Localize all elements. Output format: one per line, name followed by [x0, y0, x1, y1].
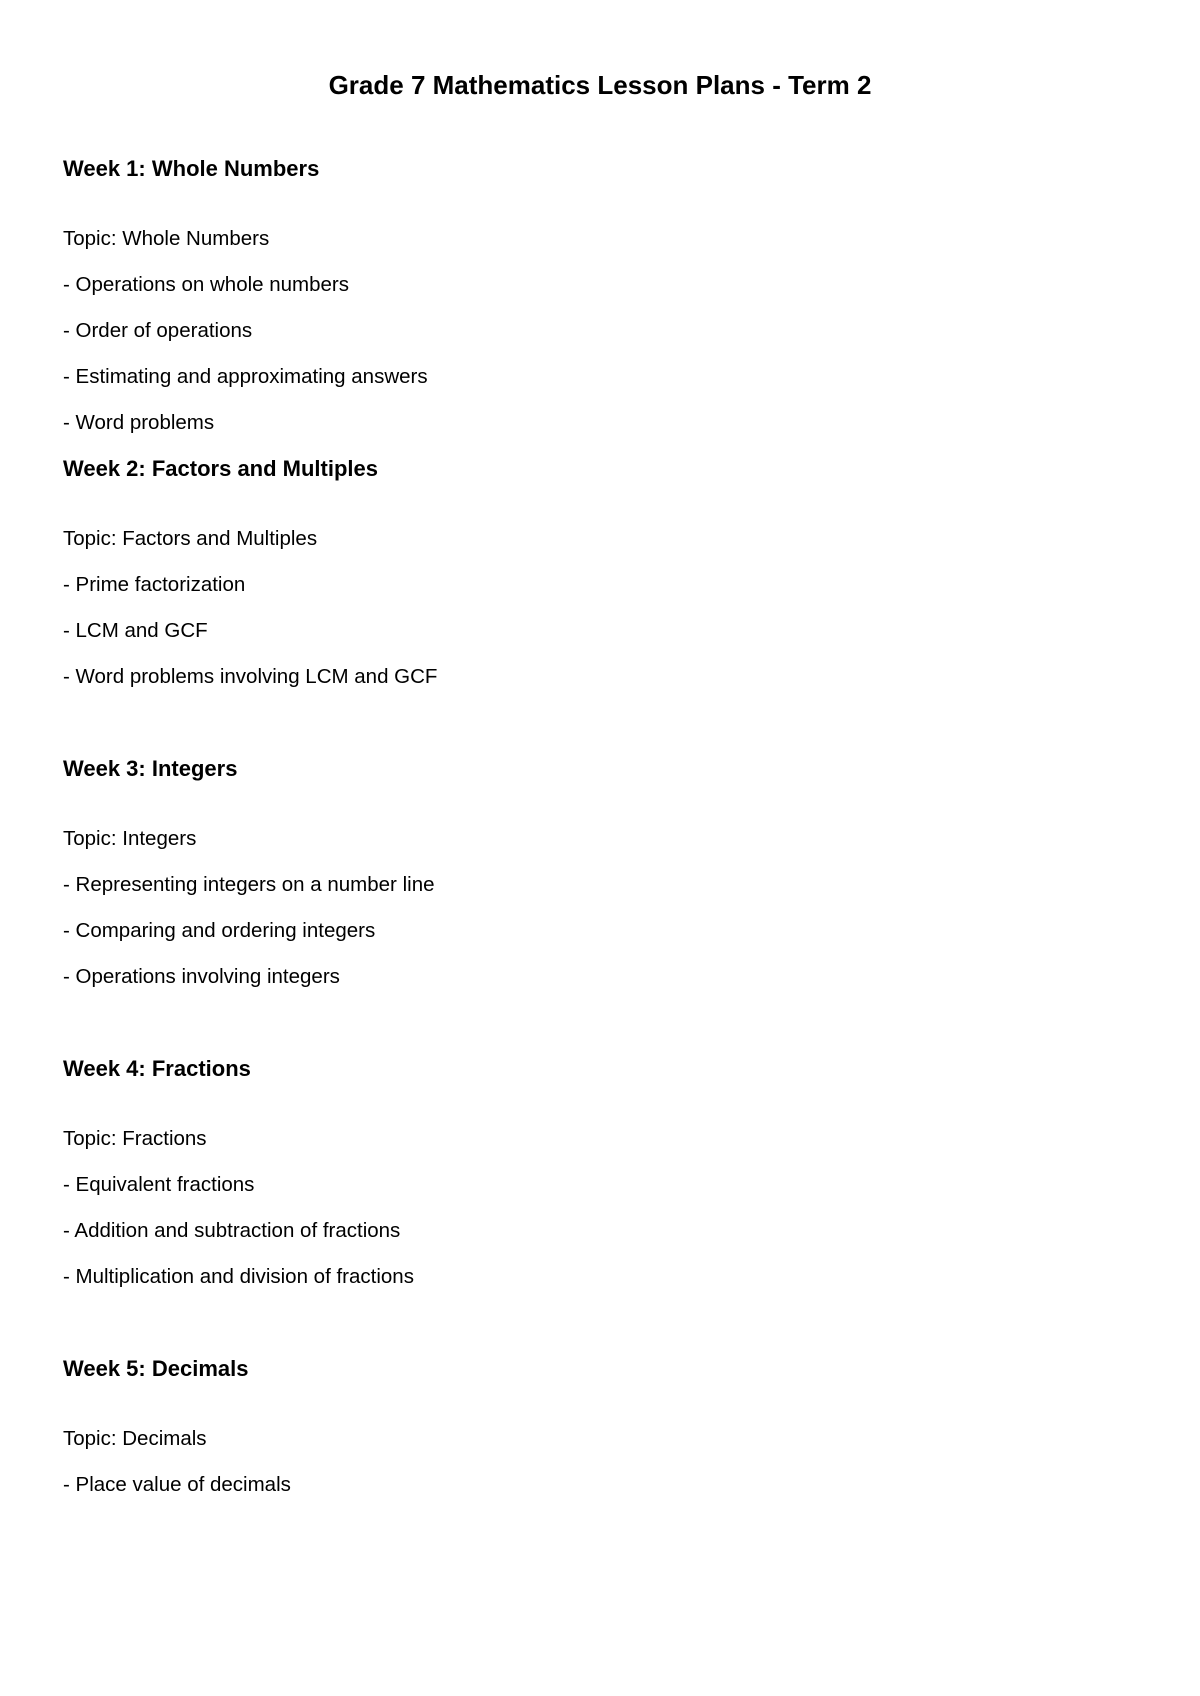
list-item: - Comparing and ordering integers — [63, 919, 376, 942]
week-section-2 — [63, 454, 1133, 754]
week-body — [63, 1416, 1133, 1508]
list-item: - Place value of decimals — [63, 1473, 291, 1496]
list-item: - LCM and GCF — [63, 619, 208, 642]
week-heading: Week 5: Decimals — [63, 1356, 249, 1381]
week-body — [63, 216, 1133, 446]
list-item: - Operations on whole numbers — [63, 273, 350, 296]
topic-line: Topic: Whole Numbers — [63, 227, 270, 250]
list-item: - Representing integers on a number line — [63, 873, 435, 896]
week-body — [63, 816, 1133, 1000]
topic-line: Topic: Decimals — [63, 1427, 207, 1450]
list-item: - Addition and subtraction of fractions — [63, 1219, 401, 1242]
week-heading: Week 3: Integers — [63, 756, 238, 781]
list-item: - Operations involving integers — [63, 965, 340, 988]
week-section-3 — [63, 754, 1133, 1054]
list-item: - Prime factorization — [63, 573, 246, 596]
week-body — [63, 1116, 1133, 1300]
document-title: Grade 7 Mathematics Lesson Plans - Term 2 — [328, 70, 872, 100]
week-body — [63, 516, 1133, 700]
topic-line: Topic: Factors and Multiples — [63, 527, 318, 550]
list-item: - Estimating and approximating answers — [63, 365, 428, 388]
week-section-5 — [63, 1354, 1133, 1654]
list-item: - Word problems — [63, 411, 215, 434]
week-sections — [63, 154, 1133, 1654]
list-item: - Multiplication and division of fractions — [63, 1265, 414, 1288]
list-item: - Order of operations — [63, 319, 253, 342]
list-item: - Word problems involving LCM and GCF — [63, 665, 438, 688]
topic-line: Topic: Fractions — [63, 1127, 207, 1150]
week-heading: Week 1: Whole Numbers — [63, 156, 320, 181]
topic-line: Topic: Integers — [63, 827, 197, 850]
week-heading: Week 4: Fractions — [63, 1056, 251, 1081]
list-item: - Equivalent fractions — [63, 1173, 255, 1196]
week-section-1 — [63, 154, 1133, 454]
week-heading: Week 2: Factors and Multiples — [63, 456, 379, 481]
week-section-4 — [63, 1054, 1133, 1354]
